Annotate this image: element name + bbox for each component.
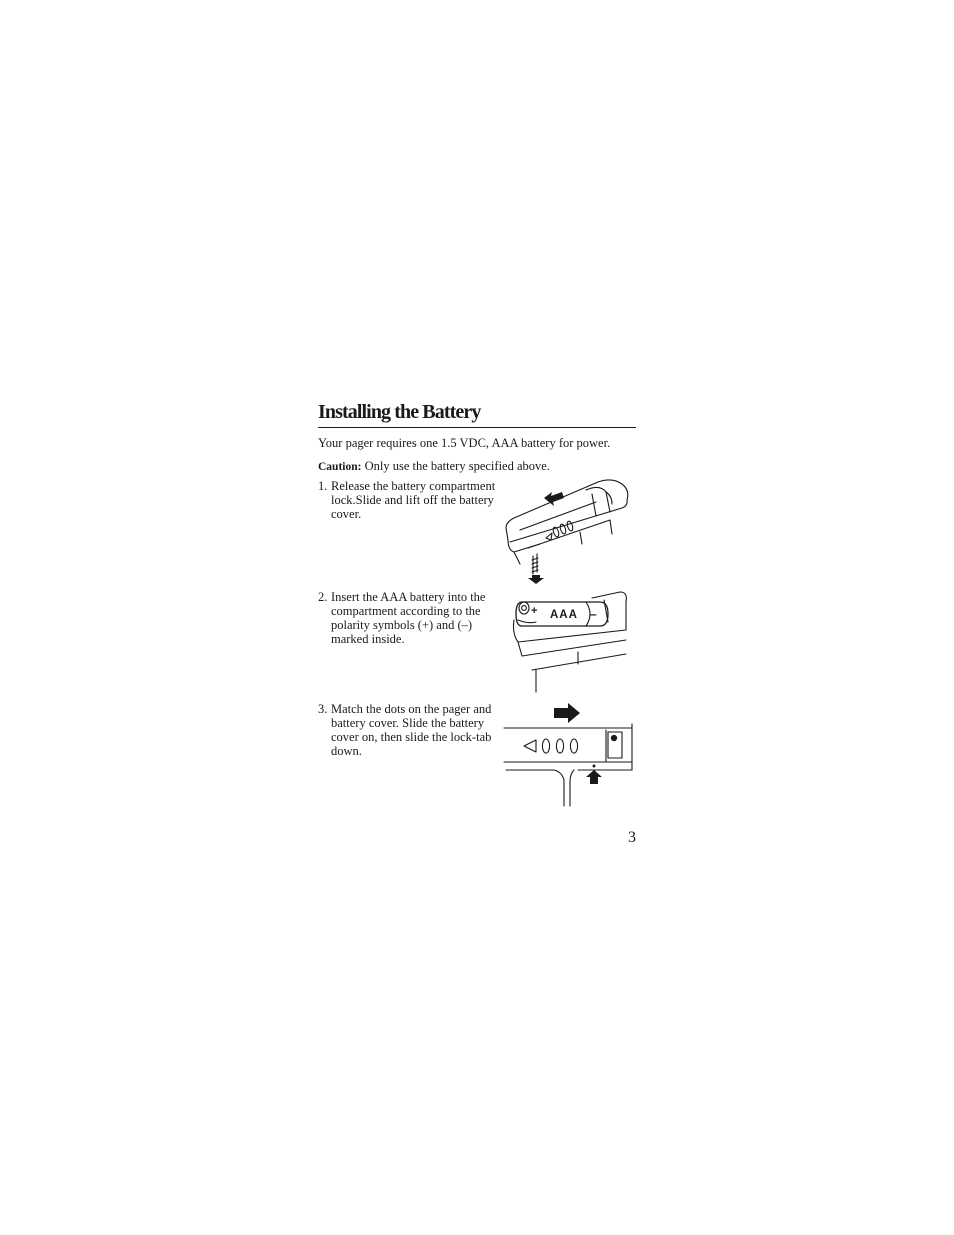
intro-text: Your pager requires one 1.5 VDC, AAA battery for power. xyxy=(318,436,611,450)
dot-marking xyxy=(566,521,574,532)
page-number: 3 xyxy=(628,829,636,846)
section-title: Installing the Battery xyxy=(318,398,636,428)
caution-note xyxy=(318,459,638,474)
step-text: Insert the AAA battery into the compartment according to the polarity symbols (+) and (–) marked inside. xyxy=(331,590,486,646)
slide-right-arrow-icon xyxy=(554,703,580,723)
battery-aaa-label: AAA xyxy=(550,609,578,621)
step-1 xyxy=(318,479,496,521)
dot-marking xyxy=(570,739,577,753)
battery-minus-label: – xyxy=(590,607,597,621)
step-2 xyxy=(318,590,496,646)
dot-marking xyxy=(556,739,563,753)
dot-marking xyxy=(542,739,549,753)
battery-plus-label: + xyxy=(531,605,538,617)
step-number: 2. xyxy=(318,590,328,604)
lock-tab-dot xyxy=(611,735,616,740)
caution-label: Caution: xyxy=(318,461,362,473)
down-arrow-icon xyxy=(528,575,544,584)
figure-remove-cover xyxy=(500,478,636,586)
alignment-mark xyxy=(524,740,536,752)
up-arrow-icon xyxy=(586,770,602,784)
step-text: Match the dots on the pager and battery cover. Slide the battery cover on, then slide the lock-tab down. xyxy=(331,702,492,758)
step-number: 3. xyxy=(318,702,328,716)
figure-replace-cover xyxy=(502,700,636,808)
figure-insert-battery xyxy=(508,590,636,694)
step-number: 1. xyxy=(318,479,328,493)
caution-text: Only use the battery specified above. xyxy=(361,459,550,473)
step-text: Release the battery compartment lock.Slide and lift off the battery cover. xyxy=(331,479,496,521)
step-3 xyxy=(318,702,496,758)
